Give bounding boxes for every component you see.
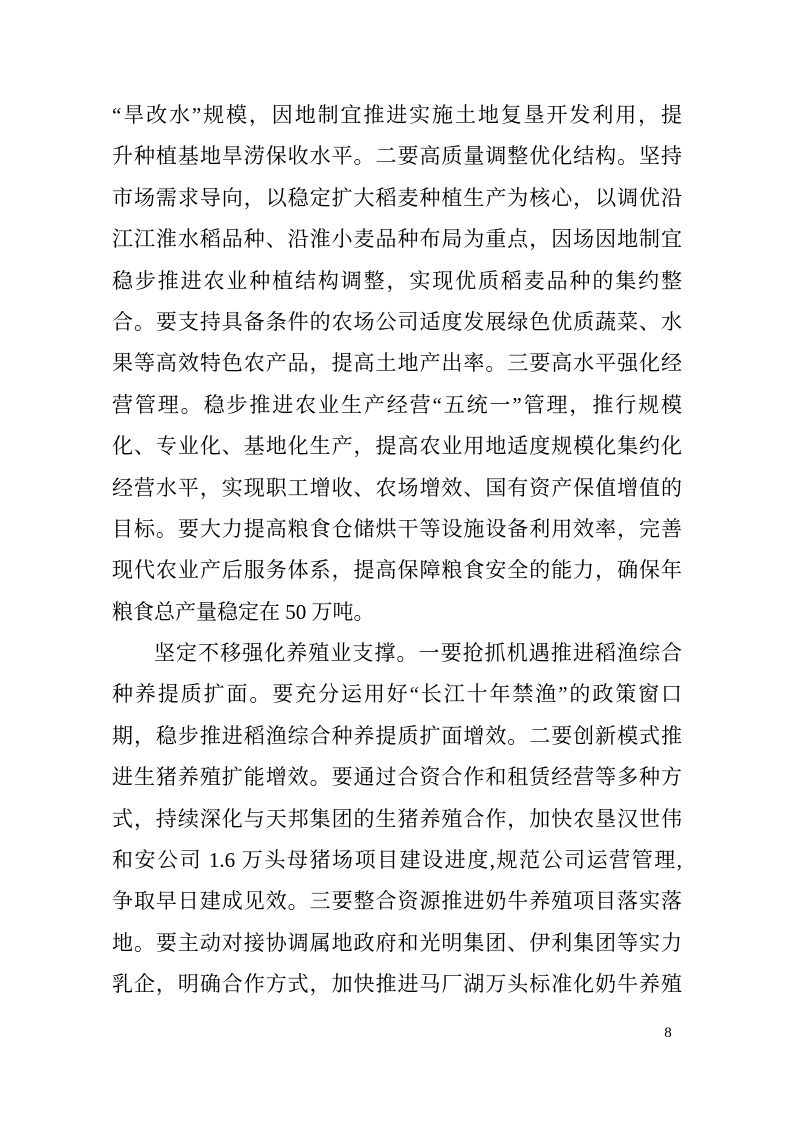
text-line: 坚定不移强化养殖业支撑。一要抢抓机遇推进稻渔综合 — [154, 641, 682, 666]
text-line: 升种植基地旱涝保收水平。二要高质量调整优化结构。坚持 — [112, 144, 682, 169]
text-line: 式，持续深化与天邦集团的生猪养殖合作，加快农垦汉世伟 — [112, 806, 682, 831]
text-line: 稳步推进农业种植结构调整，实现优质稻麦品种的集约整 — [112, 268, 682, 293]
text-line: 市场需求导向，以稳定扩大稻麦种植生产为核心，以调优沿 — [112, 185, 682, 210]
text-line: 经营水平，实现职工增收、农场增效、国有资产保值增值的 — [112, 475, 682, 500]
text-line: 合。要支持具备条件的农场公司适度发展绿色优质蔬菜、水 — [112, 309, 682, 334]
text-line: 现代农业产后服务体系，提高保障粮食安全的能力，确保年 — [112, 558, 682, 583]
text-line: 化、专业化、基地化生产，提高农业用地适度规模化集约化 — [112, 434, 682, 459]
text-line: 江江淮水稻品种、沿淮小麦品种布局为重点，因场因地制宜 — [112, 227, 682, 252]
text-line: 粮食总产量稳定在 50 万吨。 — [112, 599, 375, 624]
document-body — [112, 95, 682, 1006]
text-line: 营管理。稳步推进农业生产经营“五统一”管理，推行规模 — [112, 392, 682, 417]
text-line: 进生猪养殖扩能增效。要通过合资合作和租赁经营等多种方 — [112, 765, 682, 790]
text-line: 地。要主动对接协调属地政府和光明集团、伊利集团等实力 — [112, 930, 682, 955]
text-line: 争取早日建成见效。三要整合资源推进奶牛养殖项目落实落 — [112, 889, 682, 914]
text-line: 期，稳步推进稻渔综合种养提质扩面增效。二要创新模式推 — [112, 723, 682, 748]
text-line: 目标。要大力提高粮食仓储烘干等设施设备利用效率，完善 — [112, 516, 682, 541]
text-line: 和安公司 1.6 万头母猪场项目建设进度,规范公司运营管理, — [112, 848, 682, 873]
page-number: 8 — [664, 1025, 672, 1041]
text-line: “旱改水”规模，因地制宜推进实施土地复垦开发利用，提 — [112, 103, 682, 127]
text-line: 种养提质扩面。要充分运用好“长江十年禁渔”的政策窗口 — [112, 682, 682, 707]
text-line: 果等高效特色农产品，提高土地产出率。三要高水平强化经 — [112, 351, 682, 376]
text-line: 乳企，明确合作方式，加快推进马厂湖万头标准化奶牛养殖 — [112, 972, 682, 997]
